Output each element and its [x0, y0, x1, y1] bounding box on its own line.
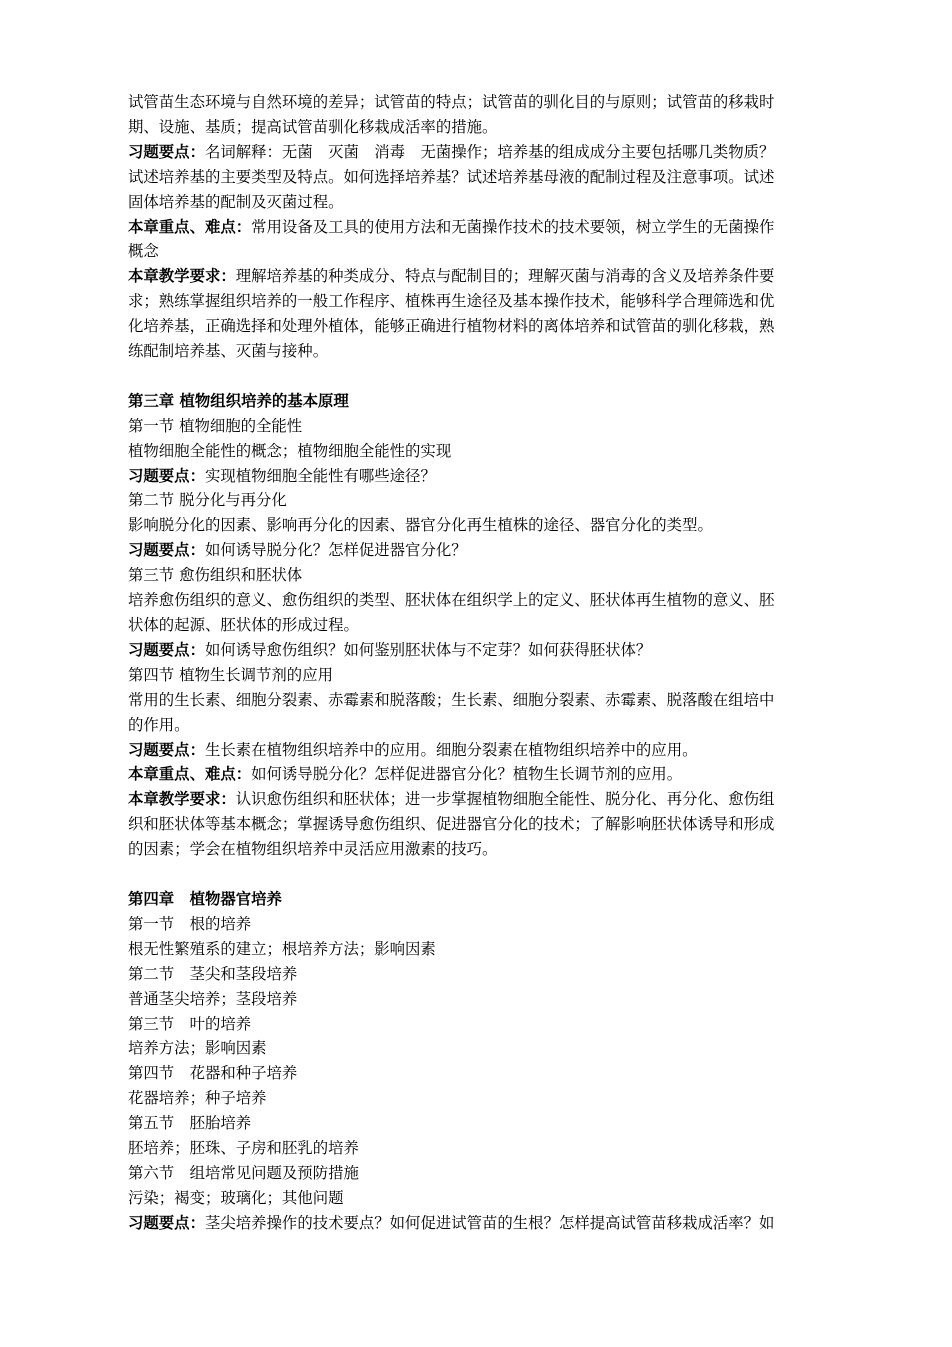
- labeled-line: [128, 738, 832, 763]
- labeled-line: [128, 1211, 832, 1236]
- text-line: 胚培养；胚珠、子房和胚乳的培养: [128, 1139, 359, 1158]
- text-line: 求；熟练掌握组织培养的一般工作程序、植株再生途径及基本操作技术，能够科学合理筛选和优: [128, 292, 775, 311]
- text-line: 植物细胞全能性的概念；植物细胞全能性的实现: [128, 441, 452, 460]
- paragraph-gap: [128, 862, 832, 887]
- text-line: 第一节 根的培养: [128, 914, 252, 933]
- line-text: 名词解释：无菌 灭菌 消毒 无菌操作；培养基的组成成分主要包括哪几类物质？: [204, 142, 775, 161]
- line-label: 习题要点：: [128, 541, 205, 560]
- text-line: 影响脱分化的因素、影响再分化的因素、器官分化再生植株的途径、器官分化的类型。: [128, 516, 713, 535]
- line-text: 茎尖培养操作的技术要点？如何促进试管苗的生根？怎样提高试管苗移栽成活率？如: [204, 1213, 775, 1232]
- labeled-line: [128, 215, 832, 240]
- chapter-heading: [128, 887, 832, 912]
- text-line: 第五节 胚胎培养: [128, 1114, 252, 1133]
- labeled-line: [128, 264, 832, 289]
- text-line: 第六节 组培常见问题及预防措施: [128, 1163, 359, 1182]
- text-line: 污染；褐变；玻璃化；其他问题: [128, 1188, 344, 1207]
- text-line: 期、设施、基质；提高试管苗驯化移栽成活率的措施。: [128, 117, 498, 136]
- chapter-heading-text: 第三章 植物组织培养的基本原理: [128, 391, 349, 410]
- line-label: 本章重点、难点：: [128, 217, 252, 236]
- text-line: 第二节 茎尖和茎段培养: [128, 964, 298, 983]
- line-label: 本章教学要求：: [128, 790, 236, 809]
- text-line: 第三节 愈伤组织和胚状体: [128, 566, 303, 585]
- text-line: 的因素；学会在植物组织培养中灵活应用激素的技巧。: [128, 840, 498, 859]
- text-line: 第三节 叶的培养: [128, 1014, 252, 1033]
- labeled-line: [128, 464, 832, 489]
- line-text: 实现植物细胞全能性有哪些途径？: [204, 466, 436, 485]
- line-label: 习题要点：: [128, 142, 205, 161]
- text-line: 试述培养基的主要类型及特点。如何选择培养基？试述培养基母液的配制过程及注意事项。试述: [128, 167, 775, 186]
- line-label: 本章教学要求：: [128, 267, 236, 286]
- line-label: 习题要点：: [128, 640, 205, 659]
- paragraph-gap: [128, 364, 832, 389]
- chapter-heading: [128, 389, 832, 414]
- text-line: 概念: [128, 242, 159, 261]
- text-line: 第四节 植物生长调节剂的应用: [128, 665, 333, 684]
- text-line: 练配制培养基、灭菌与接种。: [128, 342, 329, 361]
- text-line: 花器培养；种子培养: [128, 1089, 267, 1108]
- labeled-line: [128, 787, 832, 812]
- line-text: 常用设备及工具的使用方法和无菌操作技术的技术要领，树立学生的无菌操作: [251, 217, 775, 236]
- text-line: 状体的起源、胚状体的形成过程。: [128, 616, 359, 635]
- text-line: 第四节 花器和种子培养: [128, 1064, 298, 1083]
- text-line: 试管苗生态环境与自然环境的差异；试管苗的特点；试管苗的驯化目的与原则；试管苗的移栽时: [128, 93, 775, 111]
- labeled-line: [128, 638, 832, 663]
- text-line: 培养愈伤组织的意义、愈伤组织的类型、胚状体在组织学上的定义、胚状体再生植物的意义、胚: [128, 591, 775, 610]
- line-label: 习题要点：: [128, 1213, 205, 1232]
- text-line: 常用的生长素、细胞分裂素、赤霉素和脱落酸；生长素、细胞分裂素、赤霉素、脱落酸在组培中: [128, 690, 775, 709]
- line-text: 如何诱导脱分化？怎样促进器官分化？: [204, 541, 467, 560]
- line-label: 习题要点：: [128, 740, 205, 759]
- text-line: 化培养基，正确选择和处理外植体，能够正确进行植物材料的离体培养和试管苗的驯化移栽，熟: [128, 317, 775, 336]
- line-text: 如何诱导愈伤组织？如何鉴别胚状体与不定芽？如何获得胚状体？: [204, 640, 652, 659]
- line-text: 生长素在植物组织培养中的应用。细胞分裂素在植物组织培养中的应用。: [204, 740, 698, 759]
- labeled-line: [128, 762, 832, 787]
- labeled-line: [128, 538, 832, 563]
- text-line: 普通茎尖培养；茎段培养: [128, 989, 298, 1008]
- text-line: 的作用。: [128, 715, 190, 734]
- line-label: 习题要点：: [128, 466, 205, 485]
- text-line: 第一节 植物细胞的全能性: [128, 416, 303, 435]
- line-label: 本章重点、难点：: [128, 765, 252, 784]
- chapter-heading-text: 第四章 植物器官培养: [128, 889, 282, 908]
- text-line: 培养方法；影响因素: [128, 1039, 267, 1058]
- text-line: 织和胚状体等基本概念；掌握诱导愈伤组织、促进器官分化的技术；了解影响胚状体诱导和形成: [128, 815, 775, 834]
- text-line: 固体培养基的配制及灭菌过程。: [128, 192, 344, 211]
- line-text: 如何诱导脱分化？怎样促进器官分化？植物生长调节剂的应用。: [251, 765, 683, 784]
- labeled-line: [128, 140, 832, 165]
- line-text: 认识愈伤组织和胚状体；进一步掌握植物细胞全能性、脱分化、再分化、愈伤组: [235, 790, 775, 809]
- line-text: 理解培养基的种类成分、特点与配制目的；理解灭菌与消毒的含义及培养条件要: [235, 267, 775, 286]
- text-line: 根无性繁殖系的建立；根培养方法；影响因素: [128, 939, 436, 958]
- text-line: 第二节 脱分化与再分化: [128, 491, 287, 510]
